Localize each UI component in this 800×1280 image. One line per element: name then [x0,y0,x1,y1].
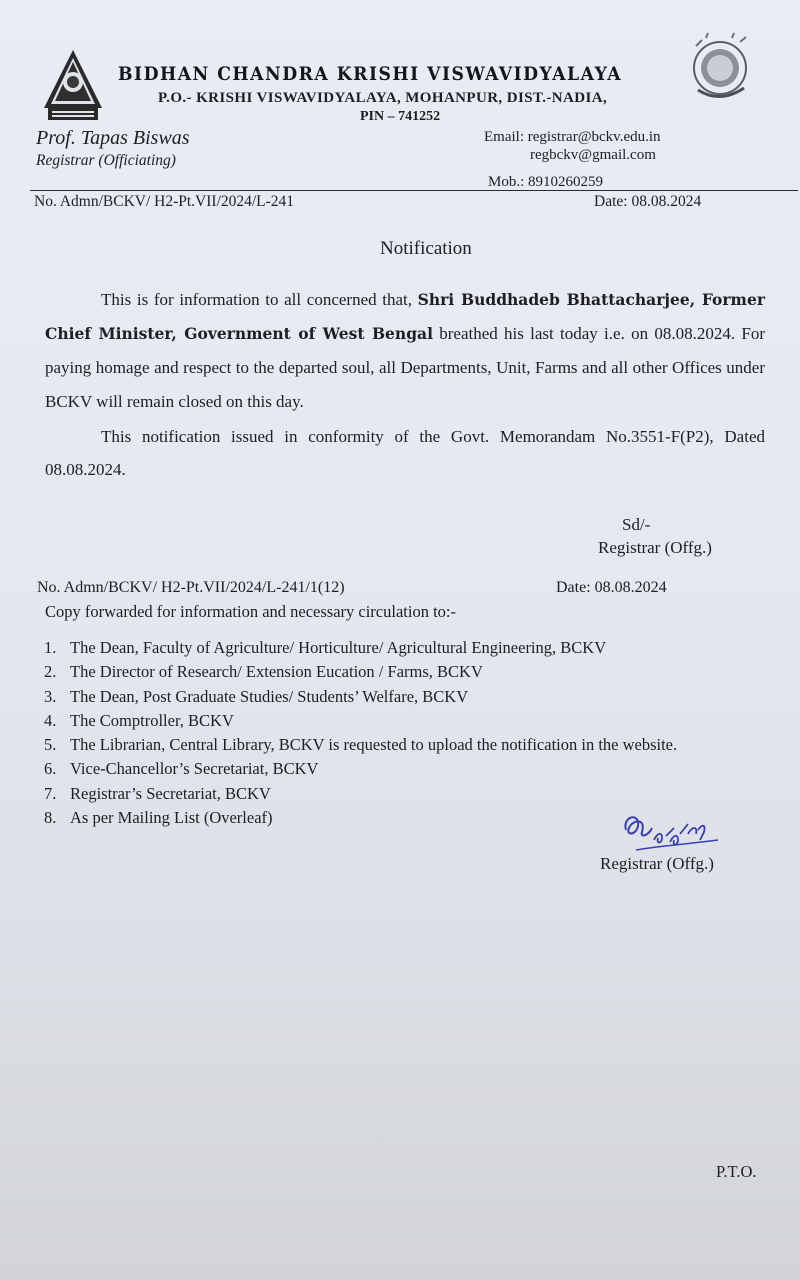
copy-reference-number: No. Admn/BCKV/ H2-Pt.VII/2024/L-241/1(12) [37,579,345,596]
reference-number: No. Admn/BCKV/ H2-Pt.VII/2024/L-241 [34,193,295,210]
reference-date: Date: 08.08.2024 [594,193,702,210]
list-item [44,660,677,684]
list-number: 5. [44,735,57,755]
list-number: 3. [44,686,57,706]
list-number: 7. [44,783,57,803]
notification-paragraph-1 [45,283,765,419]
university-pin: PIN – 741252 [360,109,441,124]
list-text: The Dean, Post Graduate Studies/ Students’ Welfare, BCKV [70,686,469,706]
notification-title: Notification [380,238,472,259]
email-secondary: regbckv@gmail.com [530,147,656,163]
registrar-title: Registrar (Officiating) [36,152,176,169]
university-emblem-logo [40,48,106,122]
list-text: As per Mailing List (Overleaf) [70,808,273,828]
email-primary: Email: registrar@bckv.edu.in [484,129,661,145]
copy-reference-date: Date: 08.08.2024 [556,579,667,596]
list-number: 2. [44,662,57,682]
university-address: P.O.- KRISHI VISWAVIDYALAYA, MOHANPUR, DIST.-NADIA, [158,90,608,106]
list-item [44,733,677,757]
list-number: 4. [44,710,57,730]
foundation-day-logo [684,32,754,104]
university-name: BIDHAN CHANDRA KRISHI VISWAVIDYALAYA [118,64,623,85]
notification-paragraph-2: This notification issued in conformity of the Govt. Memorandam No.3551-F(P2), Dated 08.08.2024. [45,427,765,479]
header-divider [30,190,798,191]
signatory-label: Registrar (Offg.) [598,538,712,557]
list-text: The Librarian, Central Library, BCKV is requested to upload the notification in the website. [70,735,678,755]
list-number: 1. [44,638,57,657]
registrar-name: Prof. Tapas Biswas [36,127,190,149]
list-text: The Comptroller, BCKV [70,710,234,730]
list-text: Registrar’s Secretariat, BCKV [70,783,271,803]
list-text: The Director of Research/ Extension Eucation / Farms, BCKV [70,662,483,682]
list-item [44,806,677,830]
list-number: 8. [44,808,57,828]
sd-mark: Sd/- [622,515,651,534]
list-text: The Dean, Faculty of Agriculture/ Horticulture/ Agricultural Engineering, BCKV [70,638,607,657]
signatory-label-copy: Registrar (Offg.) [600,854,714,873]
para1-bold: Shri Buddhadeb Bhattacharjee, Former Chief Minister, Government of West Bengal [45,290,765,343]
para1-start: This is for information to all concerned that, [101,290,418,309]
recipient-list [44,636,677,830]
list-item [44,782,677,806]
list-number: 6. [44,759,57,779]
list-item [44,709,677,733]
para1-end: breathed his last today i.e. on 08.08.2024. For paying homage and respect to the departed soul, all Departments, Unit, Farms and all other Offices under BCKV will remain closed on this day. [45,324,766,411]
list-item [44,685,677,709]
list-item [44,636,677,660]
mobile-number: Mob.: 8910260259 [488,174,604,190]
list-item [44,757,677,781]
list-text: Vice-Chancellor’s Secretariat, BCKV [70,759,319,779]
handwritten-signature [618,806,736,856]
copy-forward-intro: Copy forwarded for information and necessary circulation to:- [45,602,456,621]
pto-mark: P.T.O. [716,1162,757,1181]
